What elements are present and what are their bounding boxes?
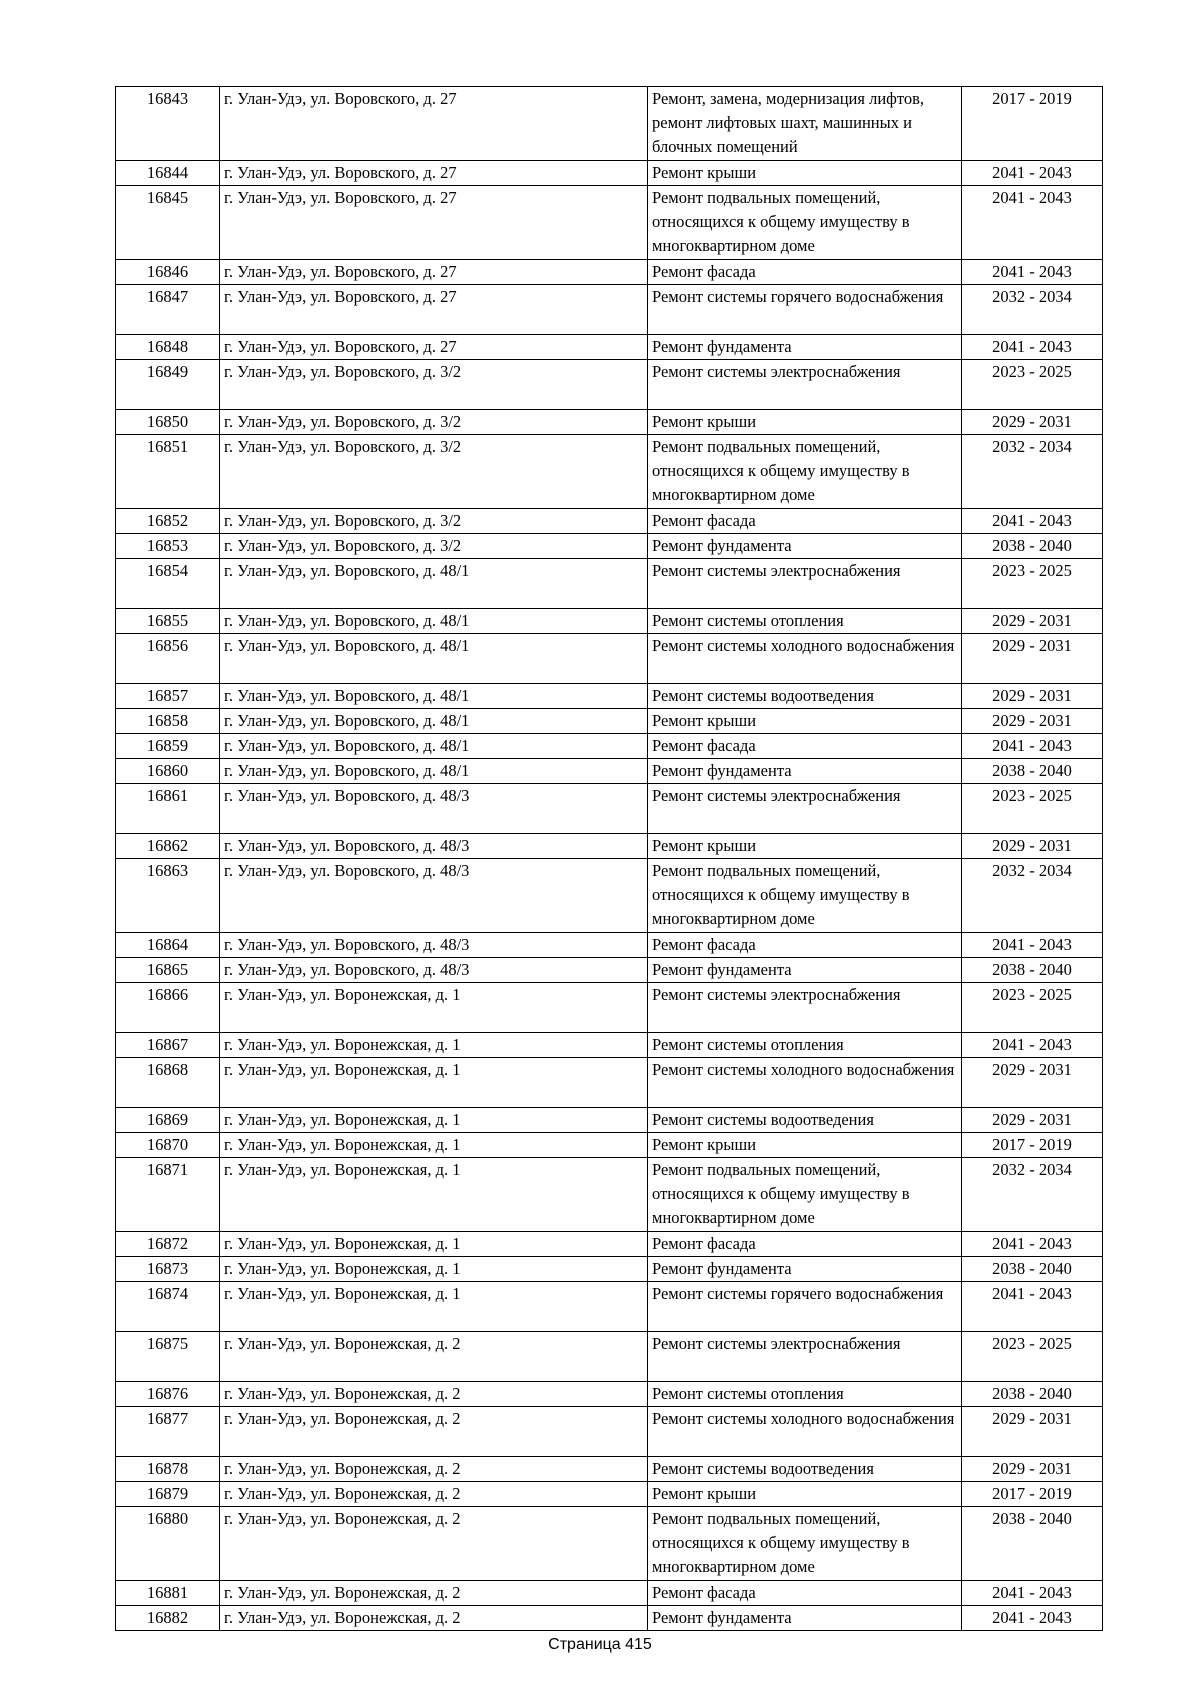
row-number-cell: 16870: [116, 1133, 220, 1158]
table-row: [116, 285, 1103, 335]
table-row: [116, 1581, 1103, 1606]
work-type-cell: Ремонт подвальных помещений, относящихся к общему имуществу в многоквартирном доме: [648, 186, 962, 260]
address-cell: г. Улан-Удэ, ул. Воронежская, д. 1: [220, 1133, 648, 1158]
row-number-cell: 16857: [116, 684, 220, 709]
work-type-cell: Ремонт, замена, модернизация лифтов, ремонт лифтовых шахт, машинных и блочных помещений: [648, 87, 962, 161]
table-row: [116, 958, 1103, 983]
period-cell: 2038 - 2040: [962, 534, 1103, 559]
table-row: [116, 1407, 1103, 1457]
period-cell: 2041 - 2043: [962, 1232, 1103, 1257]
work-type-cell: Ремонт системы электроснабжения: [648, 983, 962, 1033]
work-type-cell: Ремонт крыши: [648, 161, 962, 186]
period-cell: 2029 - 2031: [962, 684, 1103, 709]
address-cell: г. Улан-Удэ, ул. Воровского, д. 48/1: [220, 559, 648, 609]
address-cell: г. Улан-Удэ, ул. Воронежская, д. 2: [220, 1606, 648, 1631]
row-number-cell: 16853: [116, 534, 220, 559]
table-row: [116, 534, 1103, 559]
period-cell: 2023 - 2025: [962, 784, 1103, 834]
row-number-cell: 16849: [116, 360, 220, 410]
work-type-cell: Ремонт подвальных помещений, относящихся к общему имуществу в многоквартирном доме: [648, 1507, 962, 1581]
period-cell: 2029 - 2031: [962, 634, 1103, 684]
table-row: [116, 784, 1103, 834]
work-type-cell: Ремонт системы отопления: [648, 609, 962, 634]
row-number-cell: 16847: [116, 285, 220, 335]
table-row: [116, 759, 1103, 784]
address-cell: г. Улан-Удэ, ул. Воронежская, д. 1: [220, 1158, 648, 1232]
address-cell: г. Улан-Удэ, ул. Воровского, д. 3/2: [220, 509, 648, 534]
row-number-cell: 16856: [116, 634, 220, 684]
period-cell: 2041 - 2043: [962, 1282, 1103, 1332]
address-cell: г. Улан-Удэ, ул. Воровского, д. 27: [220, 285, 648, 335]
table-row: [116, 1382, 1103, 1407]
address-cell: г. Улан-Удэ, ул. Воровского, д. 48/1: [220, 734, 648, 759]
period-cell: 2029 - 2031: [962, 1457, 1103, 1482]
work-type-cell: Ремонт фасада: [648, 509, 962, 534]
row-number-cell: 16876: [116, 1382, 220, 1407]
address-cell: г. Улан-Удэ, ул. Воронежская, д. 2: [220, 1457, 648, 1482]
period-cell: 2038 - 2040: [962, 1507, 1103, 1581]
table-row: [116, 1257, 1103, 1282]
work-type-cell: Ремонт фасада: [648, 260, 962, 285]
period-cell: 2038 - 2040: [962, 759, 1103, 784]
work-type-cell: Ремонт системы электроснабжения: [648, 1332, 962, 1382]
table-row: [116, 1033, 1103, 1058]
period-cell: 2041 - 2043: [962, 335, 1103, 360]
row-number-cell: 16854: [116, 559, 220, 609]
period-cell: 2017 - 2019: [962, 1133, 1103, 1158]
row-number-cell: 16851: [116, 435, 220, 509]
table-row: [116, 983, 1103, 1033]
table-row: [116, 410, 1103, 435]
table-row: [116, 1058, 1103, 1108]
period-cell: 2029 - 2031: [962, 1407, 1103, 1457]
work-type-cell: Ремонт системы отопления: [648, 1033, 962, 1058]
row-number-cell: 16858: [116, 709, 220, 734]
table-row: [116, 634, 1103, 684]
row-number-cell: 16863: [116, 859, 220, 933]
table-row: [116, 1232, 1103, 1257]
period-cell: 2041 - 2043: [962, 1606, 1103, 1631]
work-type-cell: Ремонт крыши: [648, 410, 962, 435]
work-type-cell: Ремонт подвальных помещений, относящихся к общему имуществу в многоквартирном доме: [648, 859, 962, 933]
table-row: [116, 1158, 1103, 1232]
row-number-cell: 16880: [116, 1507, 220, 1581]
address-cell: г. Улан-Удэ, ул. Воронежская, д. 2: [220, 1332, 648, 1382]
row-number-cell: 16846: [116, 260, 220, 285]
address-cell: г. Улан-Удэ, ул. Воровского, д. 48/1: [220, 609, 648, 634]
row-number-cell: 16852: [116, 509, 220, 534]
work-type-cell: Ремонт системы горячего водоснабжения: [648, 285, 962, 335]
period-cell: 2029 - 2031: [962, 834, 1103, 859]
period-cell: 2023 - 2025: [962, 559, 1103, 609]
address-cell: г. Улан-Удэ, ул. Воровского, д. 48/3: [220, 834, 648, 859]
table-body: [116, 87, 1103, 1631]
row-number-cell: 16844: [116, 161, 220, 186]
period-cell: 2023 - 2025: [962, 983, 1103, 1033]
row-number-cell: 16881: [116, 1581, 220, 1606]
row-number-cell: 16860: [116, 759, 220, 784]
row-number-cell: 16878: [116, 1457, 220, 1482]
work-type-cell: Ремонт системы электроснабжения: [648, 784, 962, 834]
period-cell: 2041 - 2043: [962, 1581, 1103, 1606]
table-row: [116, 87, 1103, 161]
address-cell: г. Улан-Удэ, ул. Воронежская, д. 1: [220, 1282, 648, 1332]
period-cell: 2029 - 2031: [962, 410, 1103, 435]
address-cell: г. Улан-Удэ, ул. Воровского, д. 3/2: [220, 435, 648, 509]
row-number-cell: 16843: [116, 87, 220, 161]
work-type-cell: Ремонт крыши: [648, 834, 962, 859]
work-type-cell: Ремонт фасада: [648, 1232, 962, 1257]
address-cell: г. Улан-Удэ, ул. Воровского, д. 3/2: [220, 410, 648, 435]
work-type-cell: Ремонт системы электроснабжения: [648, 559, 962, 609]
work-type-cell: Ремонт фундамента: [648, 335, 962, 360]
address-cell: г. Улан-Удэ, ул. Воровского, д. 48/1: [220, 684, 648, 709]
table-row: [116, 161, 1103, 186]
period-cell: 2041 - 2043: [962, 1033, 1103, 1058]
period-cell: 2041 - 2043: [962, 933, 1103, 958]
address-cell: г. Улан-Удэ, ул. Воронежская, д. 1: [220, 1108, 648, 1133]
row-number-cell: 16872: [116, 1232, 220, 1257]
period-cell: 2041 - 2043: [962, 161, 1103, 186]
row-number-cell: 16861: [116, 784, 220, 834]
period-cell: 2032 - 2034: [962, 285, 1103, 335]
period-cell: 2032 - 2034: [962, 435, 1103, 509]
address-cell: г. Улан-Удэ, ул. Воронежская, д. 2: [220, 1507, 648, 1581]
address-cell: г. Улан-Удэ, ул. Воронежская, д. 1: [220, 1232, 648, 1257]
work-type-cell: Ремонт крыши: [648, 1482, 962, 1507]
work-type-cell: Ремонт фундамента: [648, 958, 962, 983]
row-number-cell: 16848: [116, 335, 220, 360]
table-row: [116, 709, 1103, 734]
table-row: [116, 1332, 1103, 1382]
work-type-cell: Ремонт системы холодного водоснабжения: [648, 1058, 962, 1108]
period-cell: 2029 - 2031: [962, 709, 1103, 734]
table-row: [116, 186, 1103, 260]
row-number-cell: 16865: [116, 958, 220, 983]
work-type-cell: Ремонт крыши: [648, 709, 962, 734]
row-number-cell: 16875: [116, 1332, 220, 1382]
row-number-cell: 16862: [116, 834, 220, 859]
address-cell: г. Улан-Удэ, ул. Воровского, д. 48/3: [220, 933, 648, 958]
period-cell: 2017 - 2019: [962, 1482, 1103, 1507]
row-number-cell: 16867: [116, 1033, 220, 1058]
period-cell: 2023 - 2025: [962, 360, 1103, 410]
work-type-cell: Ремонт фасада: [648, 1581, 962, 1606]
address-cell: г. Улан-Удэ, ул. Воронежская, д. 2: [220, 1407, 648, 1457]
repair-schedule-table: [115, 86, 1103, 1631]
period-cell: 2041 - 2043: [962, 734, 1103, 759]
address-cell: г. Улан-Удэ, ул. Воровского, д. 27: [220, 161, 648, 186]
period-cell: 2032 - 2034: [962, 859, 1103, 933]
row-number-cell: 16873: [116, 1257, 220, 1282]
work-type-cell: Ремонт крыши: [648, 1133, 962, 1158]
period-cell: 2029 - 2031: [962, 609, 1103, 634]
period-cell: 2029 - 2031: [962, 1058, 1103, 1108]
address-cell: г. Улан-Удэ, ул. Воронежская, д. 1: [220, 1033, 648, 1058]
address-cell: г. Улан-Удэ, ул. Воровского, д. 27: [220, 186, 648, 260]
address-cell: г. Улан-Удэ, ул. Воронежская, д. 1: [220, 1257, 648, 1282]
table-row: [116, 1133, 1103, 1158]
row-number-cell: 16859: [116, 734, 220, 759]
table-row: [116, 1507, 1103, 1581]
table-row: [116, 435, 1103, 509]
work-type-cell: Ремонт системы холодного водоснабжения: [648, 634, 962, 684]
address-cell: г. Улан-Удэ, ул. Воронежская, д. 1: [220, 983, 648, 1033]
period-cell: 2032 - 2034: [962, 1158, 1103, 1232]
address-cell: г. Улан-Удэ, ул. Воронежская, д. 2: [220, 1482, 648, 1507]
period-cell: 2038 - 2040: [962, 1257, 1103, 1282]
row-number-cell: 16845: [116, 186, 220, 260]
table-row: [116, 933, 1103, 958]
address-cell: г. Улан-Удэ, ул. Воровского, д. 48/1: [220, 759, 648, 784]
page-number: Страница 415: [548, 1636, 652, 1653]
row-number-cell: 16868: [116, 1058, 220, 1108]
work-type-cell: Ремонт системы холодного водоснабжения: [648, 1407, 962, 1457]
table-row: [116, 509, 1103, 534]
work-type-cell: Ремонт системы водоотведения: [648, 1457, 962, 1482]
table-row: [116, 859, 1103, 933]
row-number-cell: 16871: [116, 1158, 220, 1232]
table-row: [116, 1606, 1103, 1631]
period-cell: 2038 - 2040: [962, 1382, 1103, 1407]
period-cell: 2029 - 2031: [962, 1108, 1103, 1133]
address-cell: г. Улан-Удэ, ул. Воровского, д. 48/3: [220, 958, 648, 983]
address-cell: г. Улан-Удэ, ул. Воровского, д. 48/3: [220, 784, 648, 834]
table-row: [116, 734, 1103, 759]
address-cell: г. Улан-Удэ, ул. Воронежская, д. 1: [220, 1058, 648, 1108]
address-cell: г. Улан-Удэ, ул. Воровского, д. 27: [220, 87, 648, 161]
table-row: [116, 360, 1103, 410]
period-cell: 2041 - 2043: [962, 509, 1103, 534]
table-row: [116, 260, 1103, 285]
work-type-cell: Ремонт фасада: [648, 734, 962, 759]
work-type-cell: Ремонт фундамента: [648, 759, 962, 784]
work-type-cell: Ремонт системы горячего водоснабжения: [648, 1282, 962, 1332]
table-row: [116, 1108, 1103, 1133]
table-row: [116, 1457, 1103, 1482]
work-type-cell: Ремонт системы отопления: [648, 1382, 962, 1407]
work-type-cell: Ремонт фасада: [648, 933, 962, 958]
row-number-cell: 16874: [116, 1282, 220, 1332]
address-cell: г. Улан-Удэ, ул. Воронежская, д. 2: [220, 1382, 648, 1407]
work-type-cell: Ремонт фундамента: [648, 1606, 962, 1631]
row-number-cell: 16855: [116, 609, 220, 634]
table-row: [116, 1282, 1103, 1332]
work-type-cell: Ремонт подвальных помещений, относящихся к общему имуществу в многоквартирном доме: [648, 435, 962, 509]
address-cell: г. Улан-Удэ, ул. Воровского, д. 3/2: [220, 534, 648, 559]
address-cell: г. Улан-Удэ, ул. Воровского, д. 48/1: [220, 709, 648, 734]
work-type-cell: Ремонт системы водоотведения: [648, 1108, 962, 1133]
table-row: [116, 335, 1103, 360]
period-cell: 2023 - 2025: [962, 1332, 1103, 1382]
row-number-cell: 16850: [116, 410, 220, 435]
table-row: [116, 684, 1103, 709]
work-type-cell: Ремонт фундамента: [648, 1257, 962, 1282]
address-cell: г. Улан-Удэ, ул. Воронежская, д. 2: [220, 1581, 648, 1606]
row-number-cell: 16866: [116, 983, 220, 1033]
work-type-cell: Ремонт подвальных помещений, относящихся к общему имуществу в многоквартирном доме: [648, 1158, 962, 1232]
table-row: [116, 559, 1103, 609]
period-cell: 2017 - 2019: [962, 87, 1103, 161]
address-cell: г. Улан-Удэ, ул. Воровского, д. 3/2: [220, 360, 648, 410]
row-number-cell: 16877: [116, 1407, 220, 1457]
address-cell: г. Улан-Удэ, ул. Воровского, д. 48/1: [220, 634, 648, 684]
work-type-cell: Ремонт фундамента: [648, 534, 962, 559]
work-type-cell: Ремонт системы водоотведения: [648, 684, 962, 709]
table-row: [116, 1482, 1103, 1507]
period-cell: 2038 - 2040: [962, 958, 1103, 983]
row-number-cell: 16869: [116, 1108, 220, 1133]
row-number-cell: 16864: [116, 933, 220, 958]
address-cell: г. Улан-Удэ, ул. Воровского, д. 27: [220, 335, 648, 360]
row-number-cell: 16882: [116, 1606, 220, 1631]
period-cell: 2041 - 2043: [962, 186, 1103, 260]
work-type-cell: Ремонт системы электроснабжения: [648, 360, 962, 410]
table-row: [116, 609, 1103, 634]
address-cell: г. Улан-Удэ, ул. Воровского, д. 27: [220, 260, 648, 285]
table-row: [116, 834, 1103, 859]
row-number-cell: 16879: [116, 1482, 220, 1507]
period-cell: 2041 - 2043: [962, 260, 1103, 285]
address-cell: г. Улан-Удэ, ул. Воровского, д. 48/3: [220, 859, 648, 933]
